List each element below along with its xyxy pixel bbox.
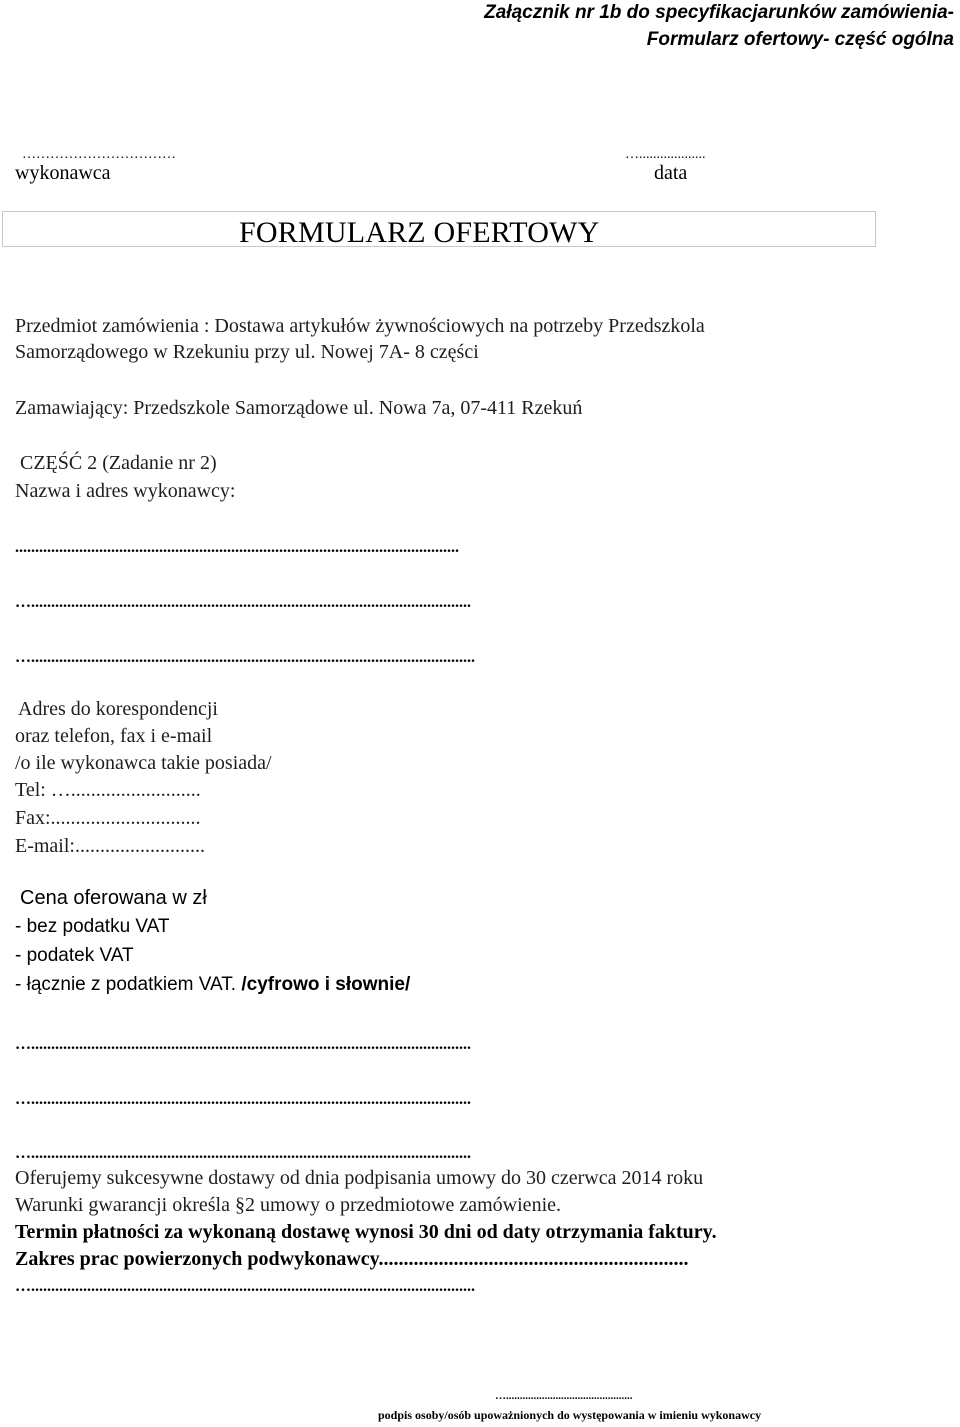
price-line-1[interactable]: …..............................................................................................................: [15, 1036, 471, 1053]
price-heading: Cena oferowana w zł: [20, 887, 207, 909]
date-label: data: [654, 162, 688, 184]
name-line-1[interactable]: ...............................................................................................................: [15, 539, 459, 556]
contractor-label: wykonawca: [15, 162, 111, 184]
delivery-terms: Oferujemy sukcesywne dostawy od dnia podpisania umowy do 30 czerwca 2014 roku: [15, 1167, 704, 1189]
contact-line-2: oraz telefon, fax i e-mail: [15, 725, 213, 747]
fax-field[interactable]: Fax:..............................: [15, 807, 201, 829]
name-line-3[interactable]: …...............................................................................................................: [15, 649, 475, 666]
subject-line-1: Przedmiot zamówienia : Dostawa artykułów żywnościowych na potrzeby Przedszkola: [15, 315, 705, 337]
price-line-2[interactable]: …..............................................................................................................: [15, 1091, 471, 1108]
date-dots: …...................: [625, 147, 706, 162]
attachment-title: Załącznik nr 1b do specyfikacjarunków zamówienia-: [484, 2, 954, 23]
contractor-dots: ……………………………: [22, 147, 176, 162]
subcontract-scope[interactable]: Zakres prac powierzonych podwykonawcy..............................................................: [15, 1248, 689, 1270]
price-line-3[interactable]: …..............................................................................................................: [15, 1145, 471, 1162]
price-gross-row: [15, 975, 410, 994]
warranty-terms: Warunki gwarancji określa §2 umowy o przedmiotowe zamówienie.: [15, 1194, 561, 1216]
contractor-name-label: Nazwa i adres wykonawcy:: [15, 480, 236, 502]
email-field[interactable]: E-mail:..........................: [15, 835, 205, 857]
price-vat: - podatek VAT: [15, 945, 134, 966]
name-line-2[interactable]: …..............................................................................................................: [15, 594, 471, 611]
attachment-subtitle: Formularz ofertowy- część ogólna: [646, 29, 954, 50]
form-title-box: [2, 211, 876, 247]
form-title: FORMULARZ OFERTOWY: [239, 216, 600, 249]
price-gross-note: /cyfrowo i słownie/: [241, 974, 411, 995]
price-gross: - łącznie z podatkiem VAT.: [15, 974, 242, 995]
signature-label: podpis osoby/osób upoważnionych do występowania w imieniu wykonawcy: [378, 1408, 762, 1422]
subject-line-2: Samorządowego w Rzekuniu przy ul. Nowej 7A- 8 części: [15, 341, 479, 363]
buyer: Zamawiający: Przedszkole Samorządowe ul. Nowa 7a, 07-411 Rzekuń: [15, 397, 583, 419]
subcontract-line[interactable]: …...............................................................................................................: [15, 1278, 475, 1295]
part-label: CZĘŚĆ 2 (Zadanie nr 2): [20, 452, 217, 474]
signature-line[interactable]: …..............................................: [495, 1390, 633, 1402]
contact-line-1: Adres do korespondencji: [18, 698, 218, 720]
contact-line-3: /o ile wykonawca takie posiada/: [15, 752, 272, 774]
price-net: - bez podatku VAT: [15, 916, 170, 937]
tel-field[interactable]: Tel: …..........................: [15, 779, 201, 801]
payment-terms: Termin płatności za wykonaną dostawę wynosi 30 dni od daty otrzymania faktury.: [15, 1221, 717, 1243]
